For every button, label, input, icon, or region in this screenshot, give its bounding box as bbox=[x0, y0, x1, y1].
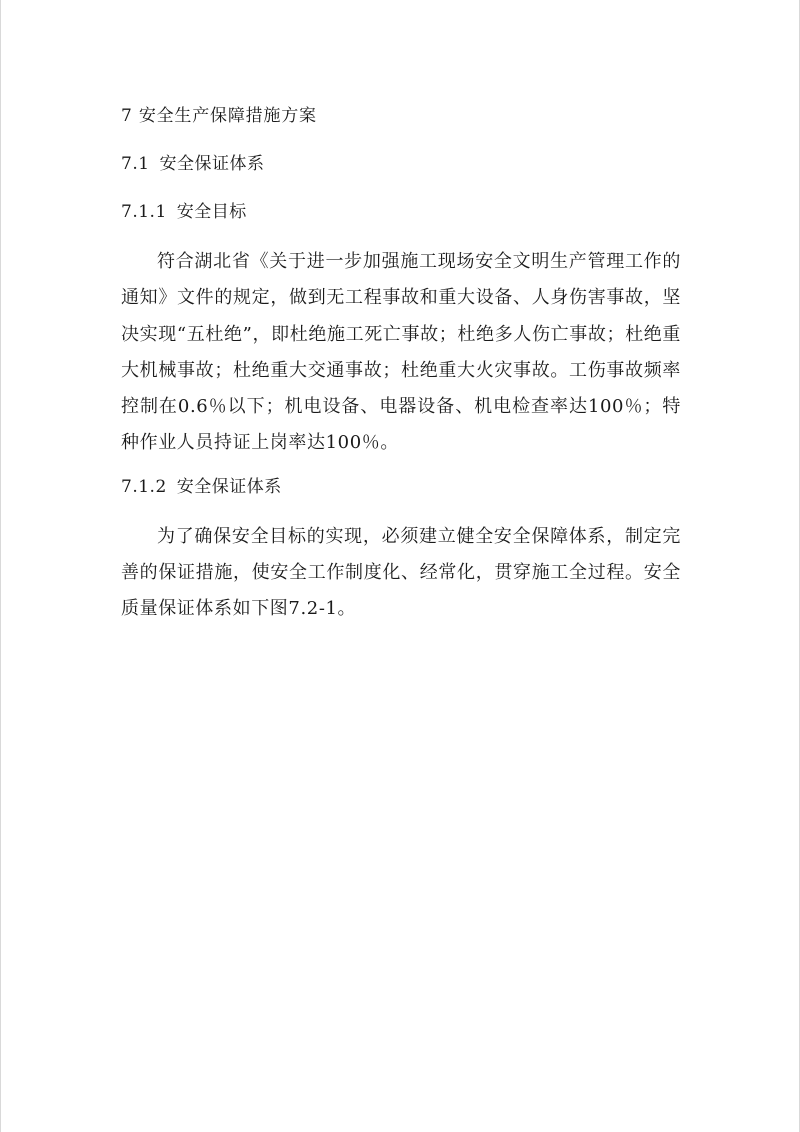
heading-title: 安全保证体系 bbox=[176, 476, 282, 497]
section-heading-7-1 bbox=[121, 148, 681, 196]
section-heading-7-1-1 bbox=[121, 196, 681, 244]
paragraph-safety-goals: 符合湖北省《关于进一步加强施工现场安全文明生产管理工作的通知》文件的规定，做到无工程事故和重大设备、人身伤害事故，坚决实现“五杜绝”，即杜绝施工死亡事故；杜绝多人伤亡事故；杜绝重大机械事故；杜绝重大交通事故；杜绝重大火灾事故。工伤事故频率控制在0.6％以下；机电设备、电器设备、机电检查率达100％；特种作业人员持证上岗率达100％。 bbox=[121, 251, 681, 454]
heading-number: 7.1.2 bbox=[121, 476, 167, 497]
document-body bbox=[121, 100, 681, 637]
section-heading-7 bbox=[121, 100, 681, 148]
heading-number: 7.1 bbox=[121, 154, 150, 174]
heading-text: 7 安全生产保障措施方案 bbox=[121, 106, 317, 126]
heading-number: 7.1.1 bbox=[121, 202, 167, 222]
heading-title: 安全保证体系 bbox=[159, 154, 265, 174]
paragraph-safety-system: 为了确保安全目标的实现，必须建立健全安全保障体系，制定完善的保证措施，使安全工作制度化、经常化，贯穿施工全过程。安全质量保证体系如下图7.2-1。 bbox=[121, 525, 681, 620]
section-heading-7-1-2 bbox=[121, 471, 681, 519]
heading-title: 安全目标 bbox=[176, 202, 247, 222]
